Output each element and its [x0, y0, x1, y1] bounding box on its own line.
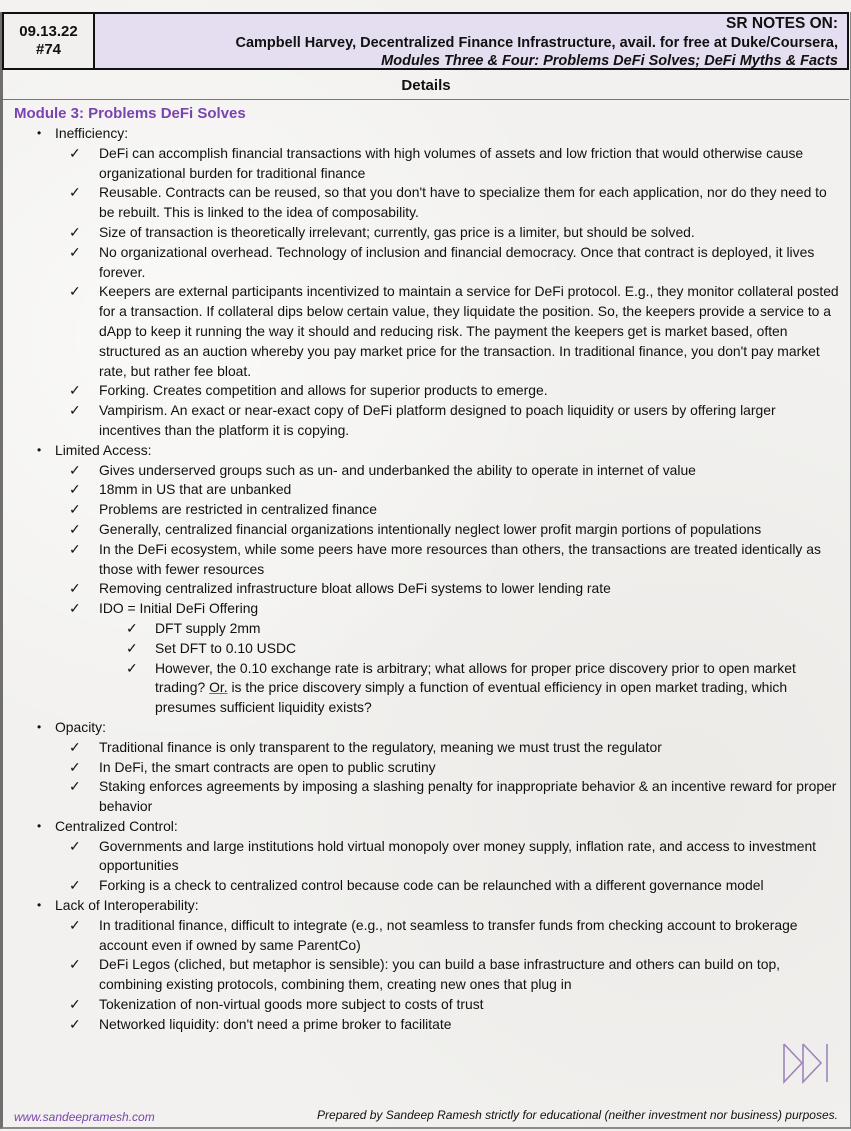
list-item: ✓ Size of transaction is theoretically irrelevant; currently, gas price is a limiter, but should be solved. [14, 223, 840, 243]
skip-forward-icon[interactable] [781, 1042, 831, 1084]
checkmark-icon: ✓ [69, 283, 81, 300]
checkmark-icon: ✓ [69, 223, 81, 240]
list-item: ✓ No organizational overhead. Technology of inclusion and financial democracy. Once that contract is deployed, it lives forever. [69, 243, 815, 280]
checkmark-icon: ✓ [69, 243, 81, 260]
checkmark-icon: ✓ [69, 956, 81, 973]
title-source: Campbell Harvey, Decentralized Finance Infrastructure, avail. for free at Duke/Coursera, [235, 34, 838, 51]
checkmark-icon: ✓ [69, 758, 81, 775]
list-item: ✓ IDO = Initial DeFi Offering [14, 599, 840, 619]
section-heading: • Inefficiency: [14, 124, 840, 144]
list-item: ✓ DeFi Legos (cliched, but metaphor is sensible): you can build a base infrastructure and others can build on top, combining existing protocols, combining them, creating new ones that plug in [69, 956, 781, 993]
section-heading: • Centralized Control: [14, 817, 840, 837]
checkmark-icon: ✓ [69, 501, 81, 518]
title-cell [95, 14, 847, 68]
list-item: ✓ Forking. Creates competition and allows for superior products to emerge. [14, 381, 840, 401]
bullet-icon: • [37, 126, 42, 140]
checkmark-icon: ✓ [69, 877, 81, 894]
details-header: Details [3, 72, 849, 100]
list-item: ✓ Gives underserved groups such as un- and underbanked the ability to operate in internet of value [14, 461, 840, 481]
checkmark-icon: ✓ [69, 540, 81, 557]
list-item: ✓ Forking is a check to centralized control because code can be relaunched with a different governance model [14, 876, 840, 896]
list-item: ✓ Vampirism. An exact or near-exact copy of DeFi platform designed to poach liquidity or users by offering larger incentives than the platform it is copying. [69, 402, 776, 438]
list-item: ✓ Tokenization of non-virtual goods more subject to costs of trust [14, 995, 840, 1015]
list-item: ✓ Reusable. Contracts can be reused, so that you don't have to specialize them for each application, nor do they need to be rebuilt. This is linked to the idea of composability. [69, 184, 827, 221]
list-item: ✓ Governments and large institutions hold virtual monopoly over money supply, inflation rate, and access to investment opportunities [69, 837, 817, 874]
checkmark-icon: ✓ [69, 837, 81, 854]
note-number: #74 [35, 41, 62, 58]
sub-list-item: ✓ DFT supply 2mm [14, 619, 840, 639]
bullet-icon: • [37, 442, 42, 457]
checkmark-icon: ✓ [69, 520, 81, 537]
website-link[interactable]: www.sandeepramesh.com [14, 1110, 155, 1124]
list-item: ✓ In the DeFi ecosystem, while some peers have more resources than others, the transactions are treated identically as those with fewer resources [69, 540, 821, 577]
title-label: SR NOTES ON: [726, 15, 838, 32]
header-table [2, 12, 849, 70]
checkmark-icon: ✓ [69, 382, 81, 399]
notes-content [14, 104, 840, 1035]
list-item: ✓ Removing centralized infrastructure bloat allows DeFi systems to lower lending rate [14, 579, 840, 599]
section-heading: • Lack of Interoperability: [14, 896, 840, 916]
checkmark-icon: ✓ [69, 481, 81, 498]
list-item: ✓ Generally, centralized financial organizations intentionally neglect lower profit margin portions of populations [14, 520, 840, 540]
list-item: ✓ Networked liquidity: don't need a prime broker to facilitate [14, 1015, 840, 1035]
checkmark-icon: ✓ [126, 619, 138, 636]
list-item: ✓ In traditional finance, difficult to integrate (e.g., not seamless to transfer funds from checking account to brokerage account even if owned by same ParentCo) [69, 916, 798, 953]
bullet-icon: • [37, 818, 42, 833]
bullet-icon: • [37, 719, 42, 734]
checkmark-icon: ✓ [69, 1015, 81, 1032]
checkmark-icon: ✓ [126, 639, 138, 656]
section-heading: • Limited Access: [14, 441, 840, 461]
list-item: ✓ In DeFi, the smart contracts are open to public scrutiny [14, 758, 840, 778]
date-cell [4, 14, 95, 68]
list-item: ✓ Problems are restricted in centralized finance [14, 500, 840, 520]
list-item: ✓ 18mm in US that are unbanked [14, 480, 840, 500]
checkmark-icon: ✓ [69, 461, 81, 478]
title-modules: Modules Three & Four: Problems DeFi Solves; DeFi Myths & Facts [381, 53, 838, 69]
checkmark-icon: ✓ [69, 778, 81, 795]
module-title: Module 3: Problems DeFi Solves [14, 105, 246, 122]
list-item: ✓ DeFi can accomplish financial transactions with high volumes of assets and low friction that would otherwise cause organizational burden for traditional finance [69, 144, 804, 181]
list-item: ✓ Traditional finance is only transparent to the regulatory, meaning we must trust the regulator [14, 738, 840, 758]
checkmark-icon: ✓ [69, 580, 81, 597]
list-item: ✓ Staking enforces agreements by imposing a slashing penalty for inappropriate behavior & an incentive reward for proper behavior [69, 778, 837, 815]
checkmark-icon: ✓ [69, 996, 81, 1013]
sub-list-item: ✓ Set DFT to 0.10 USDC [14, 639, 840, 659]
section-heading: • Opacity: [14, 718, 840, 738]
checkmark-icon: ✓ [126, 659, 138, 676]
checkmark-icon: ✓ [69, 916, 81, 933]
checkmark-icon: ✓ [69, 184, 81, 201]
footer-disclaimer: Prepared by Sandeep Ramesh strictly for educational (neither investment nor business) purposes. [317, 1108, 838, 1122]
note-date: 09.13.22 [19, 23, 78, 40]
spellcheck-underlined-word: Or. [209, 679, 228, 696]
checkmark-icon: ✓ [69, 402, 81, 419]
list-item: ✓ Keepers are external participants incentivized to maintain a service for DeFi protocol. E.g., they monitor collateral posted for a transaction. If collateral dips below certain value, they liquidate the position. So, the keepers provide a service to a dApp to keep it running the way it should and reducing risk. The payment the keepers get is market based, often structured as an auction whereby you pay market price for the transaction. In traditional finance, you don't pay market rate, but rather fee bloat. [69, 283, 839, 379]
checkmark-icon: ✓ [69, 738, 81, 755]
checkmark-icon: ✓ [69, 144, 81, 161]
checkmark-icon: ✓ [69, 600, 81, 617]
sub-list-item: ✓ However, the 0.10 exchange rate is arbitrary; what allows for proper price discovery prior to open market trading? Or. is the price discovery simply a function of eventual efficiency in open market trading, which presumes sufficient liquidity exists? [126, 659, 796, 716]
bullet-icon: • [37, 898, 42, 913]
